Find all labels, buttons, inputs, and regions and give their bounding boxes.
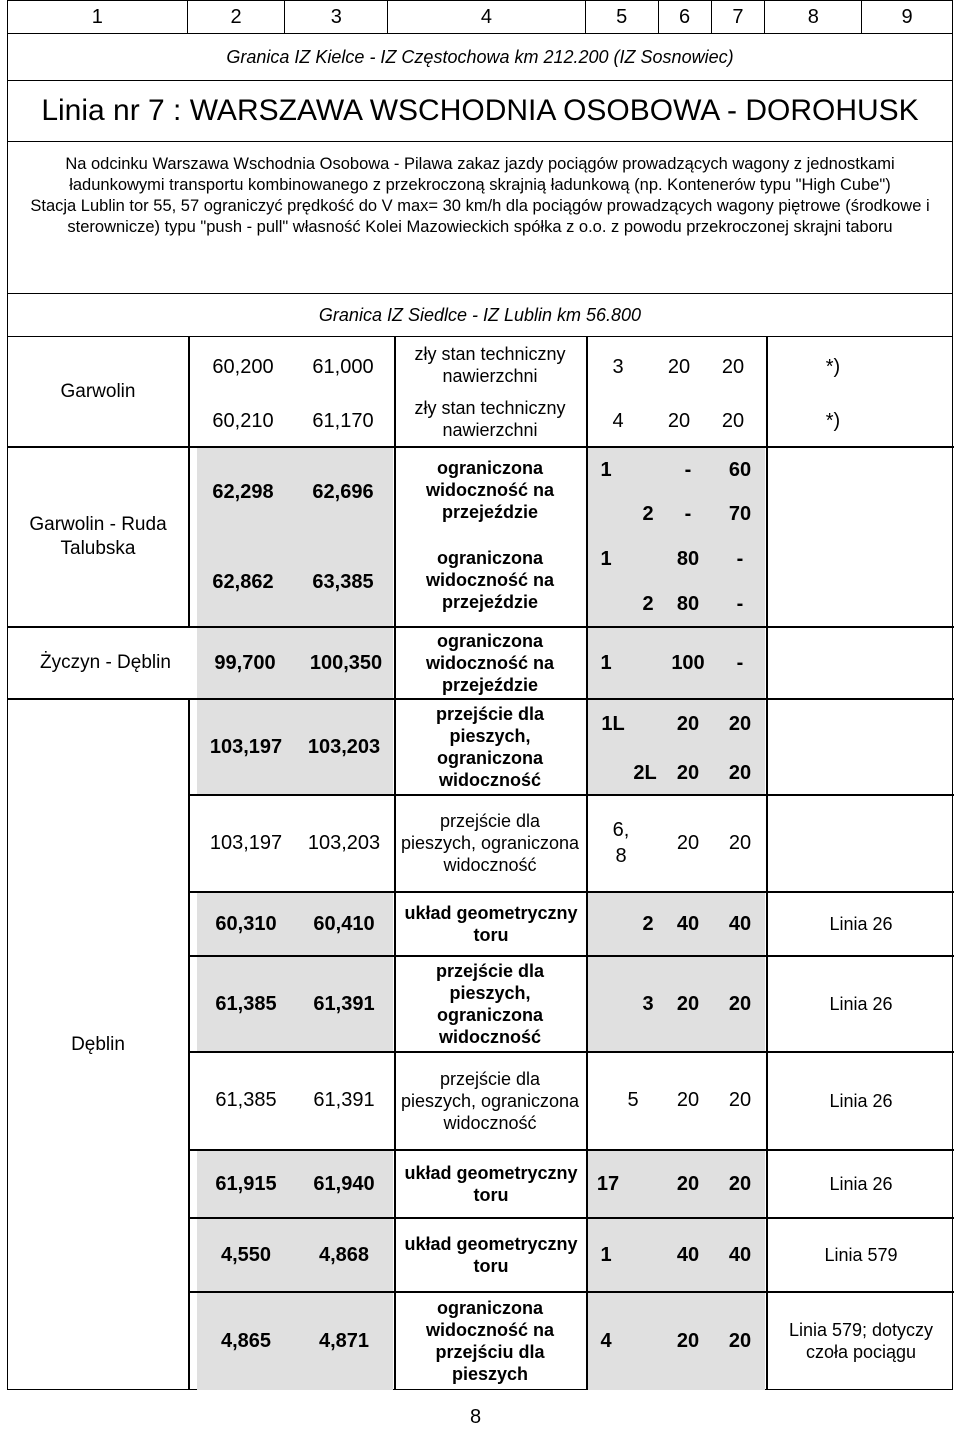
column-header-row <box>7 0 953 34</box>
km-from: 60,210 <box>212 409 274 432</box>
remark: Linia 26 <box>829 1090 893 1111</box>
speed-1: 20 <box>676 1329 700 1352</box>
col-header-3: 3 <box>285 1 388 33</box>
track-number: 2 <box>642 502 654 525</box>
km-from: 103,197 <box>209 735 283 758</box>
km-to: 60,410 <box>313 912 375 935</box>
col-header-2: 2 <box>188 1 286 33</box>
speed-2: 20 <box>721 409 745 432</box>
note-1: Na odcinku Warszawa Wschodnia Osobowa - Pilawa zakaz jazdy pociągów prowadzących wagony z jednostkami ładunkowymi transportu kombinowanego z przekroczoną skrajnią ładunkową (np. Kontenerów typu "High Cube") <box>65 155 895 194</box>
speed-2: 60 <box>728 458 752 481</box>
border-section-1: Granica IZ Kielce - IZ Częstochowa km 212.200 (IZ Sosnowiec) <box>7 34 953 81</box>
station-deblin: Dęblin <box>71 1033 125 1055</box>
km-from: 60,200 <box>212 355 274 378</box>
col-header-8: 8 <box>765 1 862 33</box>
speed-2: 70 <box>728 502 752 525</box>
restriction-desc: ograniczona widoczność na przejeździe <box>425 458 555 522</box>
restriction-desc: ograniczona widoczność na przejeździe <box>425 548 555 612</box>
speed-1: 40 <box>676 1243 700 1266</box>
speed-1: 20 <box>676 761 700 784</box>
km-from: 60,310 <box>215 912 277 935</box>
line-title: Linia nr 7 : WARSZAWA WSCHODNIA OSOBOWA - DOROHUSK <box>7 81 953 142</box>
restriction-desc: zły stan techniczny nawierzchni <box>414 398 566 440</box>
remark: *) <box>825 409 841 432</box>
speed-2: 20 <box>728 831 752 854</box>
track-number: 3 <box>612 355 624 378</box>
track-number: 1 <box>600 1243 612 1266</box>
station-zyczyn-deblin: Życzyn - Dęblin <box>40 652 171 673</box>
speed-2: 40 <box>728 1243 752 1266</box>
km-from: 103,197 <box>209 831 283 854</box>
track-number: 1 <box>600 547 612 570</box>
km-to: 61,940 <box>313 1172 375 1195</box>
speed-2: 20 <box>728 761 752 784</box>
km-from: 62,298 <box>212 480 274 503</box>
km-from: 62,862 <box>212 570 274 593</box>
speed-1: 20 <box>676 1089 700 1111</box>
remark: Linia 26 <box>829 914 893 934</box>
remark: Linia 579 <box>824 1245 898 1265</box>
col-header-6: 6 <box>659 1 712 33</box>
remark: Linia 26 <box>829 994 893 1014</box>
speed-1: 80 <box>676 592 700 615</box>
km-to: 61,000 <box>312 355 374 378</box>
speed-2: 20 <box>728 1089 752 1111</box>
km-to: 61,170 <box>312 409 374 432</box>
km-to: 4,868 <box>318 1243 370 1266</box>
track-number: 6, 8 <box>612 819 630 867</box>
restriction-desc: przejście dla pieszych, ograniczona widoczność <box>435 961 545 1047</box>
col-header-5: 5 <box>586 1 659 33</box>
col-header-9: 9 <box>901 5 913 28</box>
speed-2: 20 <box>728 992 752 1015</box>
speed-2: - <box>736 547 744 570</box>
speed-1: 20 <box>667 409 691 432</box>
speed-2: 40 <box>728 912 752 935</box>
speed-1: - <box>684 458 692 481</box>
km-to: 61,391 <box>313 992 375 1015</box>
restriction-desc: układ geometryczny toru <box>404 903 578 945</box>
restriction-desc: ograniczona widoczność na przejeździe <box>425 631 555 695</box>
speed-2: 20 <box>728 712 752 735</box>
note-2: Stacja Lublin tor 55, 57 ograniczyć prędkość do V max= 30 km/h dla pociągów prowadzących wagony piętrowe (środkowe i sterownicze) typu "push - pull" własność Kolei Mazowieckich spółka z o.o. z powodu przekroczonej skrajni taboru <box>30 197 930 236</box>
track-number: 4 <box>600 1329 612 1352</box>
km-to: 61,391 <box>313 1089 375 1111</box>
km-to: 4,871 <box>318 1329 370 1352</box>
col-header-7: 7 <box>712 1 766 33</box>
km-from: 4,865 <box>220 1329 272 1352</box>
speed-1: - <box>684 502 692 525</box>
speed-1: 80 <box>676 547 700 570</box>
km-to: 63,385 <box>312 570 374 593</box>
restriction-desc: przejście dla pieszych, ograniczona widoczność <box>400 1068 580 1133</box>
km-to: 103,203 <box>307 831 381 854</box>
speed-2: - <box>736 592 744 615</box>
page-number: 8 <box>470 1406 482 1428</box>
restriction-desc: zły stan techniczny nawierzchni <box>414 344 566 386</box>
speed-2: 20 <box>728 1172 752 1195</box>
km-to: 100,350 <box>309 651 383 674</box>
restriction-desc: ograniczona widoczność na przejściu dla pieszych <box>425 1298 555 1384</box>
track-number: 2 <box>642 592 654 615</box>
remark: Linia 26 <box>829 1174 893 1194</box>
km-to: 62,696 <box>312 480 374 503</box>
col-header-1: 1 <box>8 1 188 33</box>
track-number: 4 <box>612 409 624 432</box>
border-section-2: Granica IZ Siedlce - IZ Lublin km 56.800 <box>7 294 953 337</box>
km-from: 61,385 <box>215 992 277 1015</box>
track-number: 3 <box>642 992 654 1015</box>
speed-2: 20 <box>728 1329 752 1352</box>
track-number: 5 <box>627 1089 639 1111</box>
speed-1: 40 <box>676 912 700 935</box>
remark: Linia 579; dotyczy czoła pociągu <box>788 1320 934 1362</box>
station-garwolin: Garwolin <box>60 380 136 402</box>
restriction-desc: przejście dla pieszych, ograniczona widoczność <box>400 811 580 875</box>
km-to: 103,203 <box>307 735 381 758</box>
notes-section <box>7 142 953 294</box>
speed-1: 20 <box>676 712 700 735</box>
speed-1: 100 <box>671 651 705 674</box>
restriction-desc: przejście dla pieszych, ograniczona widoczność <box>435 704 545 790</box>
restriction-desc: układ geometryczny toru <box>404 1163 578 1205</box>
speed-1: 20 <box>676 992 700 1015</box>
track-number: 1 <box>600 651 612 674</box>
km-from: 4,550 <box>220 1243 272 1266</box>
km-from: 99,700 <box>214 651 276 674</box>
track-number: 1 <box>600 458 612 481</box>
km-from: 61,915 <box>215 1172 277 1195</box>
km-from: 61,385 <box>215 1089 277 1111</box>
track-number: 2L <box>633 761 657 784</box>
speed-2: 20 <box>721 355 745 378</box>
speed-1: 20 <box>667 355 691 378</box>
speed-1: 20 <box>676 831 700 854</box>
speed-1: 20 <box>676 1172 700 1195</box>
col-header-4: 4 <box>388 1 586 33</box>
speed-2: - <box>736 651 744 674</box>
restrictions-table <box>7 337 953 1390</box>
station-garwolin-ruda: Garwolin - Ruda Talubska <box>29 514 167 559</box>
restriction-desc: układ geometryczny toru <box>404 1234 578 1276</box>
track-number: 2 <box>642 912 654 935</box>
track-number: 1L <box>601 712 625 735</box>
track-number: 17 <box>596 1172 620 1195</box>
remark: *) <box>825 355 841 378</box>
